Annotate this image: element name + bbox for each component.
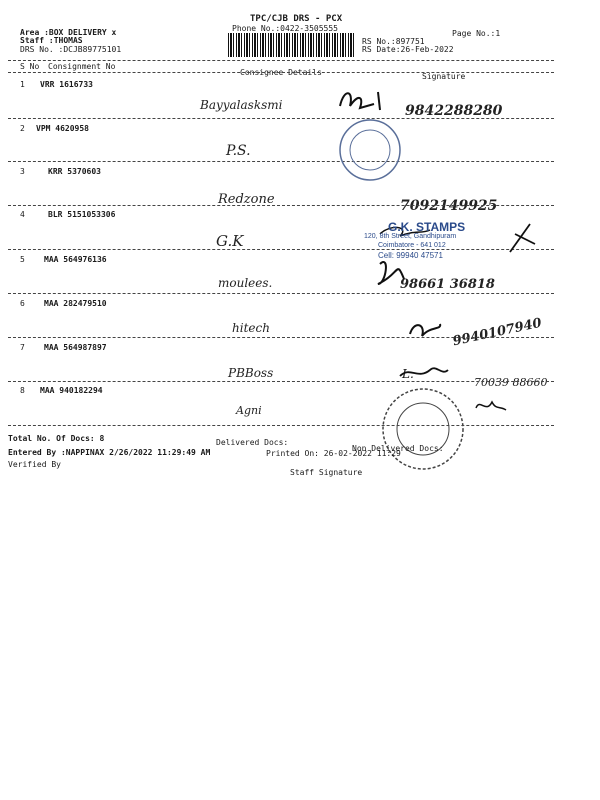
phone-number: Phone No.:0422-3505555 [232, 24, 338, 33]
row-sno: 1 [20, 80, 25, 89]
row-consignment: MAA 564987897 [44, 343, 107, 352]
page-number: Page No.:1 [452, 29, 501, 38]
row-sno: 4 [20, 210, 25, 219]
row-consignment: BLR 5151053306 [48, 210, 116, 219]
rs-number: RS No.:897751 [362, 37, 425, 46]
stamp-address: Coimbatore - 641 012 [378, 242, 446, 249]
round-stamp [380, 386, 466, 472]
stamp-cell: Cell: 99940 47571 [378, 251, 443, 260]
staff-signature: Staff Signature [290, 468, 363, 477]
stamp-name: G.K. STAMPS [388, 220, 466, 234]
col-consignment: Consignment No [48, 62, 116, 71]
row-consignee-name: moulees. [218, 276, 273, 290]
entered-by: Entered By :NAPPINAX 2/26/2022 11:29:49 AM [8, 448, 211, 457]
row-phone: 98661 36818 [400, 277, 495, 292]
document-title: TPC/CJB DRS - PCX [250, 14, 343, 24]
area: Area :BOX DELIVERY x [20, 28, 117, 37]
row-consignee-name: Agni [236, 404, 262, 417]
row-sno: 8 [20, 386, 25, 395]
row-phone: 7092149925 [400, 198, 498, 214]
row-consignment: VRR 1616733 [40, 80, 93, 89]
col-signature: Signature [422, 72, 466, 81]
drs-number: DRS No. :DCJB89775101 [20, 45, 122, 54]
staff: Staff :THOMAS [20, 36, 83, 45]
row-phone: 9842288280 [405, 103, 503, 119]
row-phone: 70039 88660 [474, 376, 548, 389]
row-consignee-name: Bayyalasksmi [200, 98, 283, 112]
non-delivered-docs: Non Delivered Docs: [352, 444, 444, 453]
stamp-address: 120, 8th Street, Gandhipuram [364, 233, 457, 240]
row-consignment: MAA 940182294 [40, 386, 103, 395]
col-sno: S No [20, 62, 40, 71]
row-consignment: MAA 282479510 [44, 299, 107, 308]
total-docs: Total No. Of Docs: 8 [8, 434, 105, 443]
row-consignee-name: PBBoss [228, 366, 274, 380]
row-consignment: KRR 5370603 [48, 167, 101, 176]
barcode [228, 33, 354, 57]
row-sno: 7 [20, 343, 25, 352]
row-sno: 2 [20, 124, 25, 133]
delivered-docs: Delivered Docs: [216, 438, 289, 447]
row-consignment: VPM 4620958 [36, 124, 89, 133]
rs-date: RS Date:26-Feb-2022 [362, 45, 454, 54]
svg-text:L.: L. [402, 367, 414, 381]
row-consignee-name: Redzone [218, 192, 275, 207]
row-sno: 5 [20, 255, 25, 264]
row-phone: 9940107940 [451, 315, 544, 350]
row-consignment: MAA 564976136 [44, 255, 107, 264]
round-stamp [336, 118, 404, 182]
row-consignee-name: G.K [216, 232, 244, 250]
verified-by: Verified By [8, 460, 61, 469]
row-consignee-name: P.S. [226, 143, 251, 159]
printed-on: Printed On: 26-02-2022 11:29 [266, 449, 401, 458]
row-consignee-name: hitech [232, 321, 270, 335]
col-consignee: Consignee Details [240, 68, 322, 77]
row-sno: 6 [20, 299, 25, 308]
row-sno: 3 [20, 167, 25, 176]
